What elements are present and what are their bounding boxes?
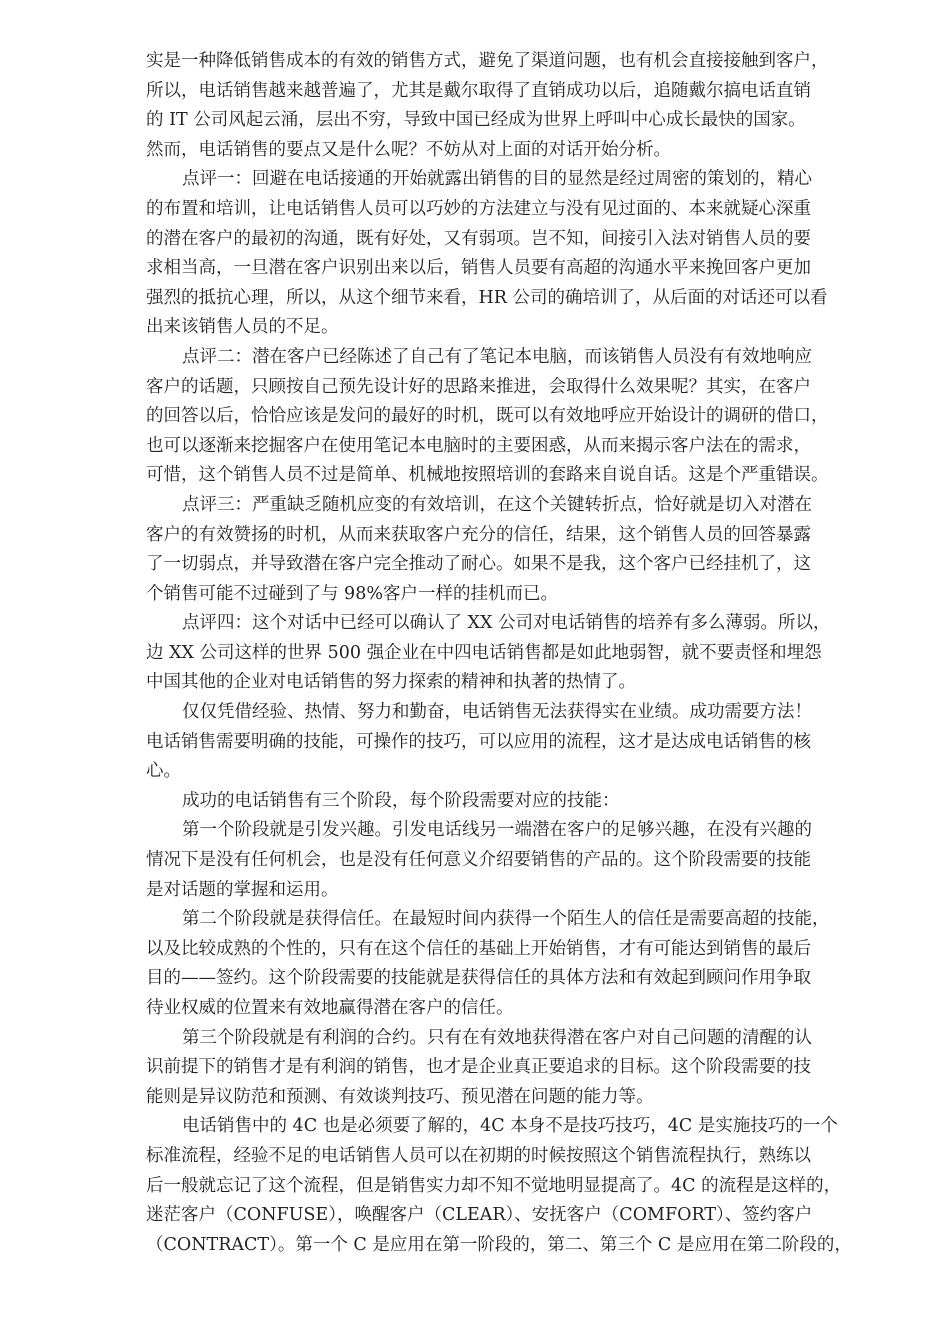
text-line: 心。 xyxy=(146,761,181,782)
text-line: 识前提下的销售才是有利润的销售，也才是企业真正要追求的目标。这个阶段需要的技 xyxy=(146,1057,811,1078)
text-line: 然而，电话销售的要点又是什么呢？不妨从对上面的对话开始分析。 xyxy=(146,139,671,160)
text-line: 后一般就忘记了这个流程，但是销售实力却不知不觉地明显提高了。4C 的流程是这样的， xyxy=(146,1175,842,1196)
text-line: 个销售可能不过碰到了与 98%客户一样的挂机而已。 xyxy=(146,583,558,604)
text-line: 客户的话题，只顾按自己预先设计好的思路来推进，会取得什么效果呢？其实，在客户 xyxy=(146,376,811,397)
text-line: 求相当高，一旦潜在客户识别出来以后，销售人员要有高超的沟通水平来挽回客户更加 xyxy=(146,258,811,279)
text-line: 强烈的抵抗心理，所以，从这个细节来看，HR 公司的确培训了，从后面的对话还可以看 xyxy=(146,287,828,308)
text-line: 了一切弱点，并导致潜在客户完全推动了耐心。如果不是我，这个客户已经挂机了，这 xyxy=(146,554,811,575)
text-line: 是对话题的掌握和运用。 xyxy=(146,879,339,900)
text-line: 能则是异议防范和预测、有效谈判技巧、预见潜在问题的能力等。 xyxy=(146,1086,654,1107)
text-line: 客户的有效赞扬的时机，从而来获取客户充分的信任，结果，这个销售人员的回答暴露 xyxy=(146,524,811,545)
paragraph-start-line: 电话销售中的 4C 也是必须要了解的，4C 本身不是技巧技巧，4C 是实施技巧的一个 xyxy=(182,1116,838,1137)
text-line: （CONTRACT）。第一个 C 是应用在第一阶段的，第二、第三个 C 是应用在第二阶段的， xyxy=(146,1234,852,1255)
text-line: 出来该销售人员的不足。 xyxy=(146,317,339,338)
text-line: 标准流程，经验不足的电话销售人员可以在初期的时候按照这个销售流程执行，熟练以 xyxy=(146,1145,811,1166)
paragraph-start-line: 点评四：这个对话中已经可以确认了 XX 公司对电话销售的培养有多么薄弱。所以， xyxy=(182,613,831,634)
paragraph-start-line: 点评一：回避在电话接通的开始就露出销售的目的显然是经过周密的策划的，精心 xyxy=(182,169,812,190)
text-line: 迷茫客户（CONFUSE），唤醒客户（CLEAR）、安抚客户（COMFORT）、签约客户 xyxy=(146,1205,813,1226)
paragraph-start-line: 成功的电话销售有三个阶段，每个阶段需要对应的技能： xyxy=(182,790,620,811)
text-line: 以及比较成熟的个性的，只有在这个信任的基础上开始销售，才有可能达到销售的最后 xyxy=(146,938,811,959)
text-line: 边 XX 公司这样的世界 500 强企业在中四电话销售都是如此地弱智，就不要责怪和埋怨 xyxy=(146,642,822,663)
text-line: 可惜，这个销售人员不过是简单、机械地按照培训的套路来自说自话。这是个严重错误。 xyxy=(146,465,829,486)
paragraph-start-line: 点评三：严重缺乏随机应变的有效培训，在这个关键转折点，恰好就是切入对潜在 xyxy=(182,494,812,515)
text-line: 目的——签约。这个阶段需要的技能就是获得信任的具体方法和有效起到顾问作用争取 xyxy=(146,968,811,989)
text-line: 的回答以后，恰恰应该是发问的最好的时机，既可以有效地呼应开始设计的调研的借口， xyxy=(146,406,829,427)
text-line: 电话销售需要明确的技能，可操作的技巧，可以应用的流程，这才是达成电话销售的核 xyxy=(146,731,811,752)
document-body xyxy=(146,47,886,1260)
paragraph-start-line: 点评二：潜在客户已经陈述了自己有了笔记本电脑，而该销售人员没有有效地响应 xyxy=(182,346,812,367)
paragraph-start-line: 第二个阶段就是获得信任。在最短时间内获得一个陌生人的信任是需要高超的技能， xyxy=(182,909,830,930)
paragraph-start-line: 仅仅凭借经验、热情、努力和勤奋，电话销售无法获得实在业绩。成功需要方法！ xyxy=(182,702,812,723)
text-line: 实是一种降低销售成本的有效的销售方式，避免了渠道问题，也有机会直接接触到客户， xyxy=(146,51,829,71)
paragraph-start-line: 第一个阶段就是引发兴趣。引发电话线另一端潜在客户的足够兴趣，在没有兴趣的 xyxy=(182,820,812,841)
text-line: 待业权威的位置来有效地赢得潜在客户的信任。 xyxy=(146,998,514,1018)
text-line: 的潜在客户的最初的沟通，既有好处，又有弱项。岂不知，间接引入法对销售人员的要 xyxy=(146,228,811,249)
text-line: 中国其他的企业对电话销售的努力探索的精神和执著的热情了。 xyxy=(146,672,636,693)
text-line: 也可以逐渐来挖掘客户在使用笔记本电脑时的主要困惑，从而来揭示客户法在的需求， xyxy=(146,435,811,456)
text-line: 的布置和培训，让电话销售人员可以巧妙的方法建立与没有见过面的、本来就疑心深重 xyxy=(146,198,811,219)
text-line: 的 IT 公司风起云涌，层出不穷，导致中国已经成为世界上呼叫中心成长最快的国家。 xyxy=(146,110,806,131)
text-line: 所以，电话销售越来越普遍了，尤其是戴尔取得了直销成功以后，追随戴尔搞电话直销 xyxy=(146,80,811,101)
paragraph-start-line: 第三个阶段就是有利润的合约。只有在有效地获得潜在客户对自己问题的清醒的认 xyxy=(182,1027,812,1048)
text-line: 情况下是没有任何机会，也是没有任何意义介绍要销售的产品的。这个阶段需要的技能 xyxy=(146,850,811,871)
